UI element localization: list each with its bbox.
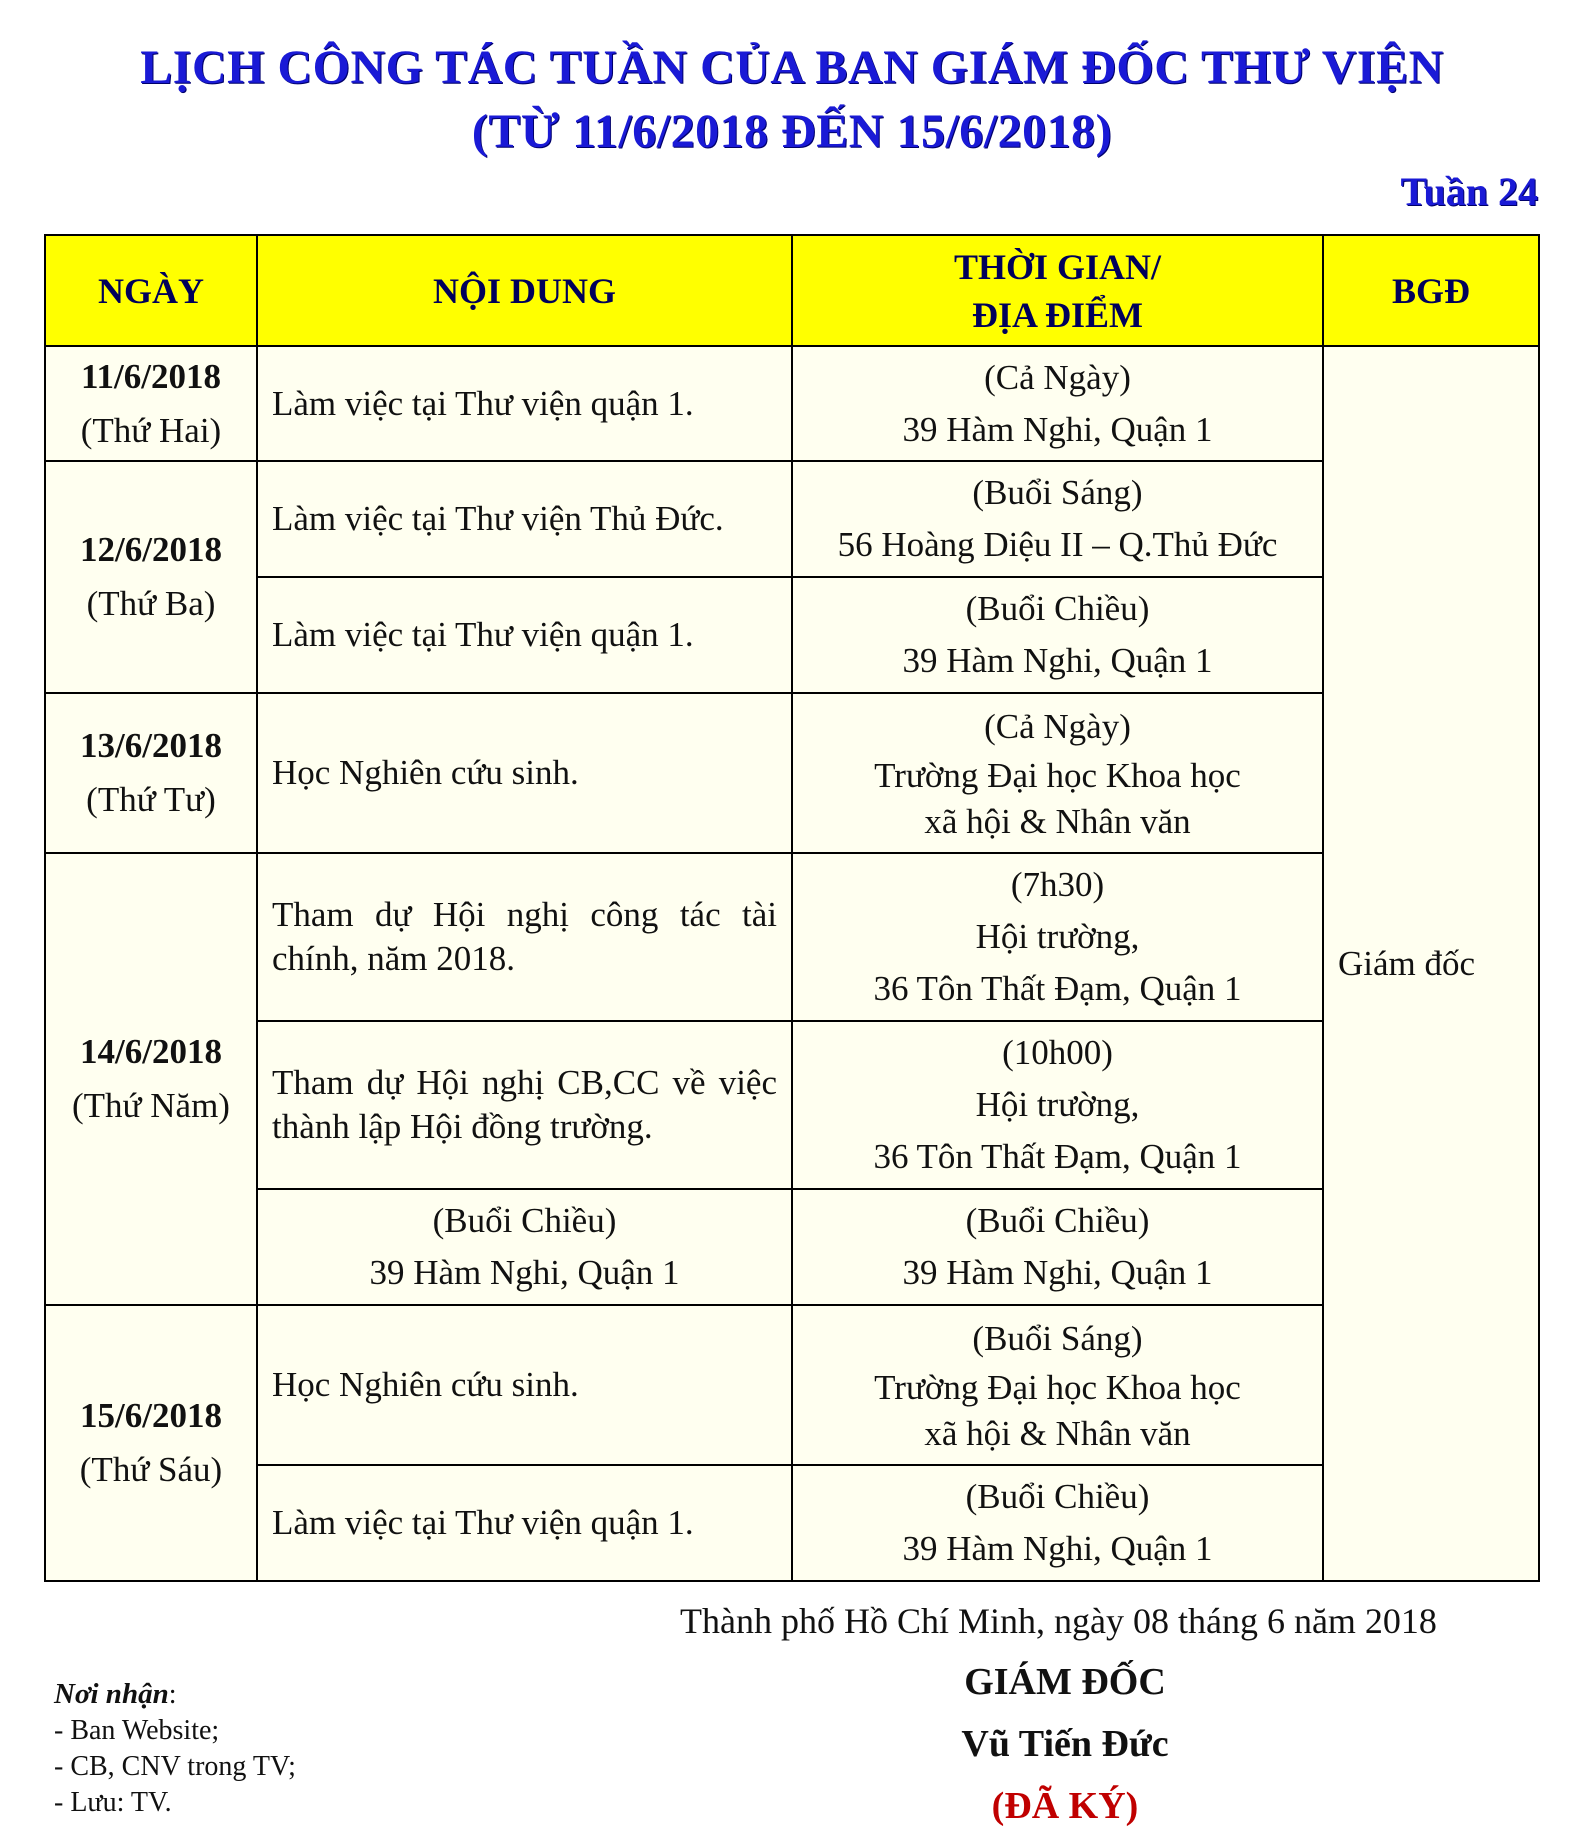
signer-name: Vũ Tiến Đức [961, 1723, 1169, 1765]
date-value: 15/6/2018 [80, 1396, 222, 1435]
content-cell: Làm việc tại Thư viện quận 1. [257, 1465, 792, 1581]
date-cell [45, 461, 257, 693]
recipients-block: Nơi nhận: - Ban Website; - CB, CNV trong TV; - Lưu: TV. [54, 1676, 296, 1821]
weekday-value: (Thứ Tư) [86, 780, 216, 819]
table-row [45, 1189, 1539, 1305]
time-place-cell [792, 853, 1323, 1021]
place-value-2: 36 Tôn Thất Đạm, Quận 1 [873, 1137, 1242, 1176]
place-value-2: 36 Tôn Thất Đạm, Quận 1 [873, 969, 1242, 1008]
page-title-line1: LỊCH CÔNG TÁC TUẦN CỦA BAN GIÁM ĐỐC THƯ VIỆN [140, 41, 1444, 94]
time-place-cell [792, 693, 1323, 853]
place-value-2: xã hội & Nhân văn [924, 1414, 1191, 1453]
time-place-cell [792, 1305, 1323, 1465]
table-row [45, 1021, 1539, 1189]
time-place-cell [792, 577, 1323, 693]
time-value: (7h30) [1010, 865, 1105, 904]
content-cell [257, 1189, 792, 1305]
header-content: NỘI DUNG [257, 235, 792, 346]
time-value: (Buổi Chiều) [965, 589, 1150, 628]
time-value: (Cả Ngày) [984, 357, 1131, 397]
place-value: 39 Hàm Nghi, Quận 1 [902, 409, 1213, 449]
table-row [45, 1465, 1539, 1581]
time-value: (10h00) [1002, 1033, 1113, 1072]
table-row [45, 577, 1539, 693]
date-value: 12/6/2018 [80, 530, 222, 569]
time-place-cell [792, 1465, 1323, 1581]
table-row [45, 693, 1539, 853]
place-value: 39 Hàm Nghi, Quận 1 [902, 1253, 1213, 1292]
time-value: (Buổi Sáng) [972, 1319, 1143, 1358]
table-row [45, 853, 1539, 1021]
recipient-item: - CB, CNV trong TV; [54, 1751, 296, 1782]
place-value: Hội trường, [975, 1085, 1140, 1124]
date-cell [45, 346, 257, 461]
weekday-value: (Thứ Hai) [80, 410, 222, 450]
content-cell: Tham dự Hội nghị CB,CC về việc thành lập Hội đồng trường. [257, 1021, 792, 1189]
place-value: 56 Hoàng Diệu II – Q.Thủ Đức [837, 525, 1278, 564]
table-row [45, 461, 1539, 577]
weekday-value: (Thứ Ba) [86, 584, 216, 623]
date-value: 13/6/2018 [80, 726, 222, 765]
time-place-cell [792, 1189, 1323, 1305]
place-date: Thành phố Hồ Chí Minh, ngày 08 tháng 6 năm 2018 [680, 1601, 1437, 1641]
place-value: 39 Hàm Nghi, Quận 1 [902, 1529, 1213, 1568]
content-cell: Tham dự Hội nghị công tác tài chính, năm 2018. [257, 853, 792, 1021]
time-value: (Buổi Sáng) [972, 473, 1143, 512]
content-cell: Học Nghiên cứu sinh. [257, 1305, 792, 1465]
page-title-line2: (TỪ 11/6/2018 ĐẾN 15/6/2018) [471, 105, 1113, 158]
time-place-cell [792, 461, 1323, 577]
content-line-1: (Buổi Chiều) [432, 1201, 617, 1240]
date-cell [45, 1305, 257, 1581]
header-time-place [792, 235, 1323, 346]
table-row [45, 346, 1539, 461]
date-value: 14/6/2018 [80, 1032, 222, 1071]
header-place: ĐỊA ĐIỂM [971, 294, 1144, 335]
place-value: 39 Hàm Nghi, Quận 1 [902, 641, 1213, 680]
place-value: Trường Đại học Khoa học [874, 756, 1241, 795]
schedule-table [44, 234, 1540, 1582]
recipients-label: Nơi nhận [54, 1678, 169, 1710]
date-value: 11/6/2018 [80, 356, 222, 396]
table-header-row [45, 235, 1539, 346]
recipient-item: - Ban Website; [54, 1715, 220, 1746]
header-time: THỜI GIAN/ [953, 246, 1162, 287]
time-value: (Buổi Chiều) [965, 1477, 1150, 1516]
content-cell: Làm việc tại Thư viện Thủ Đức. [257, 461, 792, 577]
time-place-cell [792, 1021, 1323, 1189]
date-cell [45, 693, 257, 853]
bgd-cell: Giám đốc [1323, 346, 1539, 1581]
content-cell: Làm việc tại Thư viện quận 1. [257, 577, 792, 693]
time-value: (Buổi Chiều) [965, 1201, 1150, 1240]
time-value: (Cả Ngày) [984, 707, 1131, 746]
table-row [45, 1305, 1539, 1465]
signer-title: GIÁM ĐỐC [964, 1661, 1166, 1703]
weekday-value: (Thứ Sáu) [79, 1450, 223, 1489]
place-value: Trường Đại học Khoa học [874, 1368, 1241, 1407]
header-bgd: BGĐ [1323, 235, 1539, 346]
content-cell: Học Nghiên cứu sinh. [257, 693, 792, 853]
week-label: Tuần 24 [1400, 169, 1538, 214]
place-value: Hội trường, [975, 917, 1140, 956]
header-date: NGÀY [45, 235, 257, 346]
recipient-item: - Lưu: TV. [54, 1787, 172, 1818]
signed-status: (ĐÃ KÝ) [991, 1785, 1139, 1827]
content-cell: Làm việc tại Thư viện quận 1. [257, 346, 792, 461]
weekday-value: (Thứ Năm) [72, 1086, 230, 1125]
time-place-cell [792, 346, 1323, 461]
place-value-2: xã hội & Nhân văn [924, 802, 1191, 841]
content-line-2: 39 Hàm Nghi, Quận 1 [369, 1253, 680, 1292]
date-cell [45, 853, 257, 1305]
